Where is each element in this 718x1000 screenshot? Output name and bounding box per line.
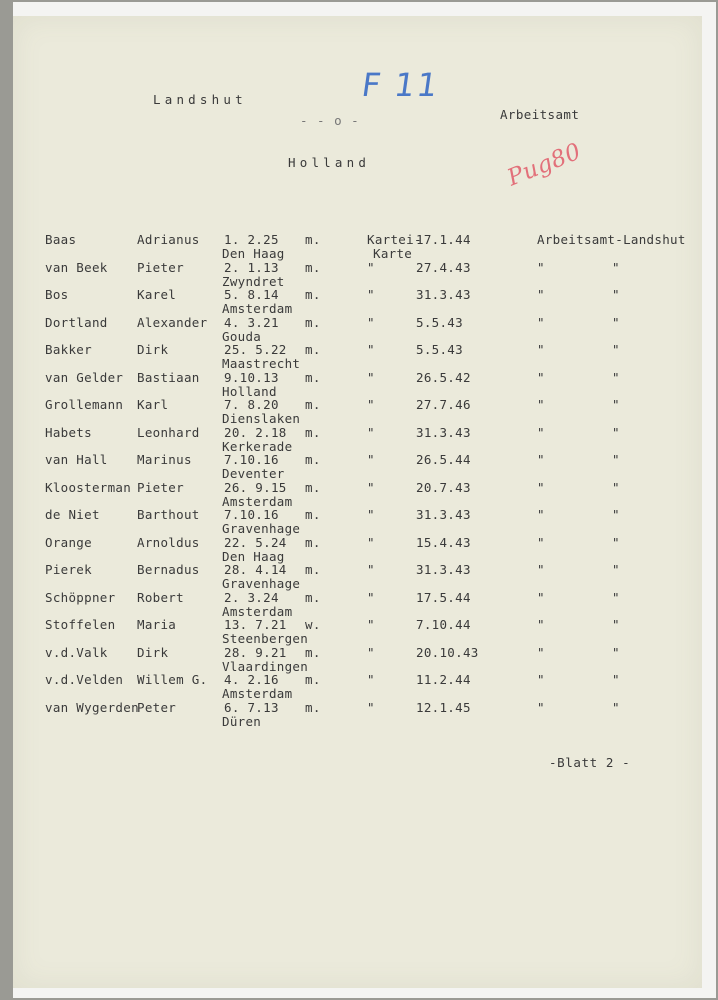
office-ditto-cell: " <box>612 617 620 632</box>
office-ditto-cell: " <box>612 589 620 605</box>
birthplace-cell: Maastrecht <box>222 356 301 371</box>
surname-cell: van Gelder <box>45 369 124 385</box>
given-name-cell: Peter <box>137 699 177 715</box>
office-cell: " <box>537 424 545 440</box>
entry-date-cell: 5.5.43 <box>416 342 463 357</box>
birthplace-cell: Holland <box>222 383 277 399</box>
karte-cell: " <box>367 699 375 715</box>
birthplace-cell: Steenbergen <box>222 631 309 646</box>
office-cell: Arbeitsamt-Landshut <box>537 232 686 247</box>
surname-cell: v.d.Velden <box>45 672 124 687</box>
given-name-cell: Bernadus <box>137 562 200 577</box>
header-mark: - - o - <box>300 113 360 128</box>
table-row <box>0 700 718 727</box>
given-name-cell: Barthout <box>137 507 200 522</box>
office-cell: " <box>537 369 545 385</box>
entry-date-cell: 26.5.42 <box>416 369 471 385</box>
office-cell: " <box>537 589 545 605</box>
entry-date-cell: 27.4.43 <box>416 259 471 275</box>
table-row <box>0 645 718 672</box>
sex-cell: m. <box>305 259 321 275</box>
surname-cell: Kloosterman <box>45 479 132 495</box>
karte-cell: " <box>367 287 375 302</box>
sex-cell: m. <box>305 397 321 412</box>
surname-cell: v.d.Valk <box>45 644 108 660</box>
karte-cell: Kartei- <box>367 232 422 247</box>
karte-cell: " <box>367 479 375 495</box>
office-ditto-cell: " <box>612 287 620 302</box>
header-city: Landshut <box>153 92 247 107</box>
table-row <box>0 452 718 479</box>
surname-cell: Bos <box>45 287 69 302</box>
table-row <box>0 480 718 507</box>
sex-cell: m. <box>305 452 321 467</box>
given-name-cell: Karl <box>137 397 169 412</box>
office-ditto-cell: " <box>612 699 620 715</box>
table-row <box>0 590 718 617</box>
karte-cell: " <box>367 672 375 687</box>
karte-cell: " <box>367 259 375 275</box>
birth-date-cell: 28. 4.14 <box>224 562 287 577</box>
table-row <box>0 507 718 534</box>
office-cell: " <box>537 534 545 550</box>
given-name-cell: Adrianus <box>137 232 200 247</box>
karte-cell: " <box>367 452 375 467</box>
birthplace-cell: Den Haag <box>222 246 285 261</box>
birth-date-cell: 1. 2.25 <box>224 232 279 247</box>
office-ditto-cell: " <box>612 534 620 550</box>
birth-date-cell: 22. 5.24 <box>224 534 287 550</box>
entry-date-cell: 26.5.44 <box>416 452 471 467</box>
given-name-cell: Marinus <box>137 452 192 467</box>
sex-cell: m. <box>305 699 321 715</box>
karte-cell: " <box>367 397 375 412</box>
office-ditto-cell: " <box>612 672 620 687</box>
table-row <box>0 562 718 589</box>
birth-date-cell: 7. 8.20 <box>224 397 279 412</box>
surname-cell: Bakker <box>45 342 92 357</box>
office-ditto-cell: " <box>612 259 620 275</box>
given-name-cell: Maria <box>137 617 177 632</box>
sex-cell: m. <box>305 369 321 385</box>
sex-cell: m. <box>305 342 321 357</box>
office-cell: " <box>537 479 545 495</box>
birthplace-cell: Amsterdam <box>222 301 293 316</box>
entry-date-cell: 17.1.44 <box>416 232 471 247</box>
birthplace-cell: Gouda <box>222 328 262 344</box>
birthplace-cell: Düren <box>222 713 262 729</box>
sex-cell: w. <box>305 617 321 632</box>
surname-cell: van Wygerden <box>45 699 139 715</box>
birth-date-cell: 20. 2.18 <box>224 424 287 440</box>
given-name-cell: Leonhard <box>137 424 200 440</box>
surname-cell: Grollemann <box>45 397 124 412</box>
surname-cell: de Niet <box>45 507 100 522</box>
surname-cell: Baas <box>45 232 77 247</box>
birthplace-cell: Dienslaken <box>222 411 301 426</box>
office-cell: " <box>537 287 545 302</box>
entry-date-cell: 27.7.46 <box>416 397 471 412</box>
handwritten-file-mark: F 11 <box>359 66 442 104</box>
table-row <box>0 287 718 314</box>
karte-cell: " <box>367 644 375 660</box>
table-row <box>0 342 718 369</box>
entry-date-cell: 5.5.43 <box>416 314 463 330</box>
given-name-cell: Dirk <box>137 644 169 660</box>
birth-date-cell: 9.10.13 <box>224 369 279 385</box>
birthplace-cell: Vlaardingen <box>222 658 309 674</box>
surname-cell: Stoffelen <box>45 617 116 632</box>
handwritten-red-note: Pug80 <box>503 138 585 192</box>
table-row <box>0 260 718 287</box>
office-cell: " <box>537 452 545 467</box>
karte-cell: " <box>367 589 375 605</box>
sex-cell: m. <box>305 479 321 495</box>
birthplace-cell: Amsterdam <box>222 686 293 701</box>
office-cell: " <box>537 342 545 357</box>
sex-cell: m. <box>305 644 321 660</box>
surname-cell: Dortland <box>45 314 108 330</box>
sex-cell: m. <box>305 589 321 605</box>
entry-date-cell: 15.4.43 <box>416 534 471 550</box>
header-office: Arbeitsamt <box>500 107 580 122</box>
entry-date-cell: 31.3.43 <box>416 424 471 440</box>
surname-cell: Orange <box>45 534 92 550</box>
office-ditto-cell: " <box>612 507 620 522</box>
birthplace-cell: Zwyndret <box>222 273 285 289</box>
office-ditto-cell: " <box>612 452 620 467</box>
karte-cell: " <box>367 342 375 357</box>
karte-cell: " <box>367 562 375 577</box>
office-cell: " <box>537 562 545 577</box>
sex-cell: m. <box>305 287 321 302</box>
birthplace-cell: Den Haag <box>222 548 285 564</box>
karte-cell: " <box>367 507 375 522</box>
entry-date-cell: 31.3.43 <box>416 287 471 302</box>
table-row <box>0 672 718 699</box>
sex-cell: m. <box>305 562 321 577</box>
karte-cell: " <box>367 314 375 330</box>
given-name-cell: Alexander <box>137 314 208 330</box>
surname-cell: Habets <box>45 424 92 440</box>
birthplace-cell: Kerkerade <box>222 438 293 454</box>
sex-cell: m. <box>305 507 321 522</box>
office-cell: " <box>537 507 545 522</box>
office-ditto-cell: " <box>612 369 620 385</box>
entry-date-cell: 20.10.43 <box>416 644 479 660</box>
surname-cell: Pierek <box>45 562 92 577</box>
birth-date-cell: 13. 7.21 <box>224 617 287 632</box>
given-name-cell: Dirk <box>137 342 169 357</box>
office-ditto-cell: " <box>612 314 620 330</box>
header-country: Holland <box>288 155 371 170</box>
birthplace-cell: Amsterdam <box>222 603 293 619</box>
birth-date-cell: 26. 9.15 <box>224 479 287 495</box>
surname-cell: van Hall <box>45 452 108 467</box>
birth-date-cell: 2. 1.13 <box>224 259 279 275</box>
page-footer: -Blatt 2 - <box>549 755 631 770</box>
office-ditto-cell: " <box>612 644 620 660</box>
entry-date-cell: 20.7.43 <box>416 479 471 495</box>
table-row <box>0 535 718 562</box>
given-name-cell: Bastiaan <box>137 369 200 385</box>
sex-cell: m. <box>305 314 321 330</box>
office-cell: " <box>537 644 545 660</box>
office-cell: " <box>537 617 545 632</box>
table-row <box>0 425 718 452</box>
birth-date-cell: 4. 2.16 <box>224 672 279 687</box>
karte-cell: " <box>367 617 375 632</box>
entry-date-cell: 12.1.45 <box>416 699 471 715</box>
birth-date-cell: 25. 5.22 <box>224 342 287 357</box>
birthplace-cell: Gravenhage <box>222 576 301 591</box>
entry-date-cell: 31.3.43 <box>416 507 471 522</box>
office-cell: " <box>537 259 545 275</box>
birth-date-cell: 28. 9.21 <box>224 644 287 660</box>
karte-cell: " <box>367 534 375 550</box>
birthplace-cell: Deventer <box>222 466 285 481</box>
sex-cell: m. <box>305 232 321 247</box>
office-ditto-cell: " <box>612 397 620 412</box>
birth-date-cell: 5. 8.14 <box>224 287 279 302</box>
birth-date-cell: 6. 7.13 <box>224 699 279 715</box>
birth-date-cell: 2. 3.24 <box>224 589 279 605</box>
entry-date-cell: 17.5.44 <box>416 589 471 605</box>
birth-date-cell: 7.10.16 <box>224 507 279 522</box>
entry-date-cell: 31.3.43 <box>416 562 471 577</box>
table-row <box>0 315 718 342</box>
office-cell: " <box>537 397 545 412</box>
given-name-cell: Arnoldus <box>137 534 200 550</box>
office-ditto-cell: " <box>612 562 620 577</box>
sex-cell: m. <box>305 424 321 440</box>
birth-date-cell: 4. 3.21 <box>224 314 279 330</box>
surname-cell: Schöppner <box>45 589 116 605</box>
birthplace-cell: Amsterdam <box>222 493 293 509</box>
sex-cell: m. <box>305 534 321 550</box>
table-row <box>0 370 718 397</box>
given-name-cell: Pieter <box>137 259 184 275</box>
given-name-cell: Karel <box>137 287 177 302</box>
given-name-cell: Willem G. <box>137 672 208 687</box>
office-ditto-cell: " <box>612 479 620 495</box>
table-row <box>0 617 718 644</box>
office-cell: " <box>537 672 545 687</box>
karte-cell-line2: Karte <box>373 246 413 261</box>
karte-cell: " <box>367 424 375 440</box>
office-cell: " <box>537 314 545 330</box>
table-row <box>0 232 718 259</box>
given-name-cell: Robert <box>137 589 184 605</box>
given-name-cell: Pieter <box>137 479 184 495</box>
birth-date-cell: 7.10.16 <box>224 452 279 467</box>
office-ditto-cell: " <box>612 424 620 440</box>
surname-cell: van Beek <box>45 259 108 275</box>
table-row <box>0 397 718 424</box>
office-cell: " <box>537 699 545 715</box>
birthplace-cell: Gravenhage <box>222 521 301 536</box>
office-ditto-cell: " <box>612 342 620 357</box>
entry-date-cell: 7.10.44 <box>416 617 471 632</box>
karte-cell: " <box>367 369 375 385</box>
entry-date-cell: 11.2.44 <box>416 672 471 687</box>
sex-cell: m. <box>305 672 321 687</box>
